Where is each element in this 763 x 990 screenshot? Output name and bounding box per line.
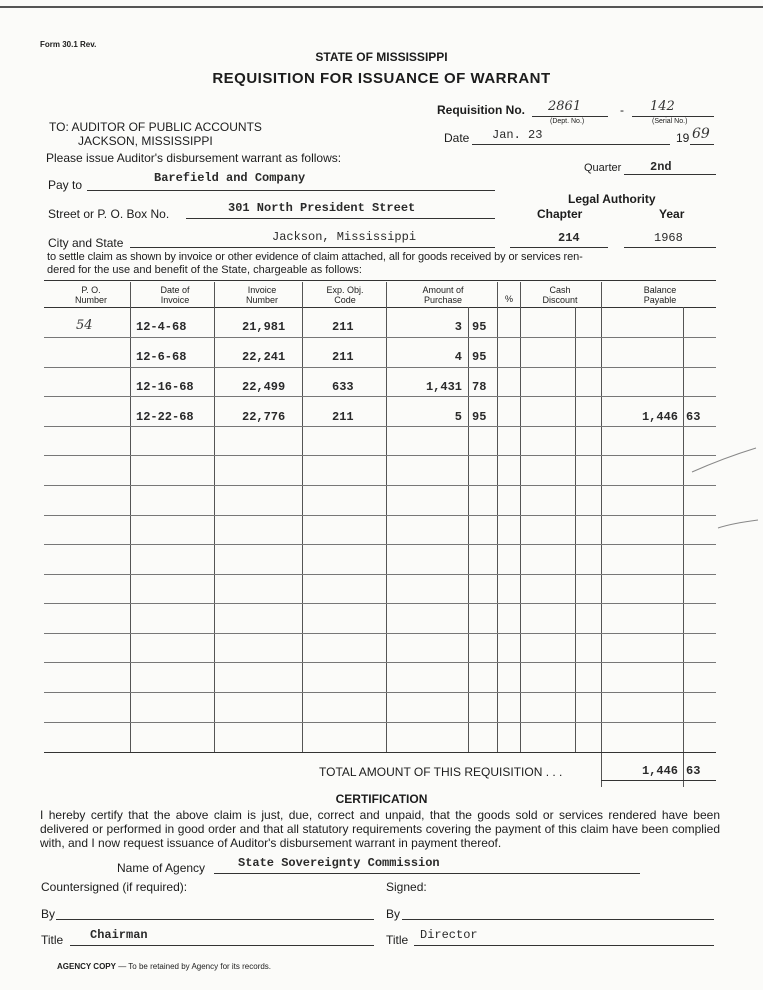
form-number: Form 30.1 Rev. xyxy=(40,40,97,49)
total-dollars: 1,446 xyxy=(641,764,678,778)
cell-code: 211 xyxy=(332,410,354,424)
col-balance-header: Balance Payable xyxy=(643,285,677,305)
cell-amount-cents: 78 xyxy=(472,380,487,394)
cell-code: 211 xyxy=(332,320,354,334)
cell-invoice: 22,241 xyxy=(242,350,286,364)
cell-date: 12-6-68 xyxy=(136,350,187,364)
cell-amount-dollars: 5 xyxy=(454,410,462,424)
certification-text: I hereby certify that the above claim is just, due, correct and unpaid, that the goods sold or services rendered have been delivered or performed in good order and that all statutory requirements covering the payment of this claim have been complied with, and I now request issuance of Auditor's disbursement warrant in payment thereof. xyxy=(40,808,720,850)
settle-text-2: dered for the use and benefit of the State, chargeable as follows: xyxy=(47,264,362,276)
requisition-label: Requisition No. xyxy=(437,103,525,117)
cell-balance-dollars: 1,446 xyxy=(641,410,678,424)
title-value-right: Director xyxy=(420,928,478,942)
street-label: Street or P. O. Box No. xyxy=(48,207,170,221)
title-label-right: Title xyxy=(386,933,409,947)
chapter-value: 214 xyxy=(558,231,580,245)
cell-invoice: 21,981 xyxy=(242,320,286,334)
top-border xyxy=(0,6,763,8)
addressee-line2: JACKSON, MISSISSIPPI xyxy=(78,134,213,148)
agency-label: Name of Agency xyxy=(117,861,206,875)
pay-to-value: Barefield and Company xyxy=(154,171,306,185)
col-amount-header: Amount of Purchase xyxy=(422,285,464,305)
serial-number: 142 xyxy=(650,99,675,114)
certification-title: CERTIFICATION xyxy=(335,792,428,806)
serial-caption: (Serial No.) xyxy=(652,118,688,125)
quarter-value: 2nd xyxy=(650,160,672,174)
requisition-dash: - xyxy=(620,103,624,117)
signed-label: Signed: xyxy=(386,880,427,894)
col-code-header: Exp. Obj. Code xyxy=(326,285,364,305)
cell-amount-dollars: 4 xyxy=(454,350,462,364)
city-value: Jackson, Mississippi xyxy=(272,230,417,244)
by-label-left: By xyxy=(41,907,56,921)
chapter-label: Chapter xyxy=(537,207,583,221)
col-invoice-header: Invoice Number xyxy=(245,285,278,305)
dept-number: 2861 xyxy=(548,99,582,114)
by-label-right: By xyxy=(386,907,401,921)
year-label: Year xyxy=(659,207,685,221)
cell-amount-cents: 95 xyxy=(472,410,487,424)
title-value-left: Chairman xyxy=(90,928,148,942)
cell-amount-dollars: 1,431 xyxy=(425,380,462,394)
cell-date: 12-4-68 xyxy=(136,320,187,334)
addressee-line1: TO: AUDITOR OF PUBLIC ACCOUNTS xyxy=(49,120,262,134)
cell-balance-cents: 63 xyxy=(686,410,701,424)
col-pct-header: % xyxy=(504,294,513,304)
total-label: TOTAL AMOUNT OF THIS REQUISITION . . . xyxy=(319,765,563,779)
cell-amount-cents: 95 xyxy=(472,350,487,364)
cell-po: 54 xyxy=(76,318,93,333)
total-cents: 63 xyxy=(686,764,701,778)
date-value: Jan. 23 xyxy=(492,128,543,142)
year-suffix: 69 xyxy=(692,126,710,142)
quarter-label: Quarter xyxy=(584,162,622,174)
agency-value: State Sovereignty Commission xyxy=(238,856,440,870)
cell-date: 12-22-68 xyxy=(136,410,194,424)
street-value: 301 North President Street xyxy=(228,201,416,215)
year-value: 1968 xyxy=(654,231,683,245)
title-label-left: Title xyxy=(41,933,64,947)
col-po-header: P. O. Number xyxy=(74,285,107,305)
date-label: Date xyxy=(444,131,470,145)
state-heading: STATE OF MISSISSIPPI xyxy=(315,50,448,64)
instruction-text: Please issue Auditor's disbursement warrant as follows: xyxy=(46,151,342,165)
settle-text-1: to settle claim as shown by invoice or other evidence of claim attached, all for goods received by or services ren- xyxy=(47,251,583,263)
cell-date: 12-16-68 xyxy=(136,380,194,394)
pay-to-label: Pay to xyxy=(48,178,83,192)
agency-copy-note: AGENCY COPY — To be retained by Agency for its records. xyxy=(57,962,272,971)
cell-code: 211 xyxy=(332,350,354,364)
cell-invoice: 22,776 xyxy=(242,410,286,424)
dept-caption: (Dept. No.) xyxy=(550,118,585,125)
form-title: REQUISITION FOR ISSUANCE OF WARRANT xyxy=(212,70,551,87)
margin-marks xyxy=(690,440,760,540)
cell-code: 633 xyxy=(332,380,354,394)
cell-amount-cents: 95 xyxy=(472,320,487,334)
cell-invoice: 22,499 xyxy=(242,380,286,394)
year-prefix: 19 xyxy=(676,131,690,145)
cell-amount-dollars: 3 xyxy=(454,320,462,334)
col-discount-header: Cash Discount xyxy=(542,285,578,305)
city-label: City and State xyxy=(48,236,124,250)
countersigned-label: Countersigned (if required): xyxy=(41,880,188,894)
legal-authority-label: Legal Authority xyxy=(568,192,656,206)
col-date-header: Date of Invoice xyxy=(160,285,190,305)
